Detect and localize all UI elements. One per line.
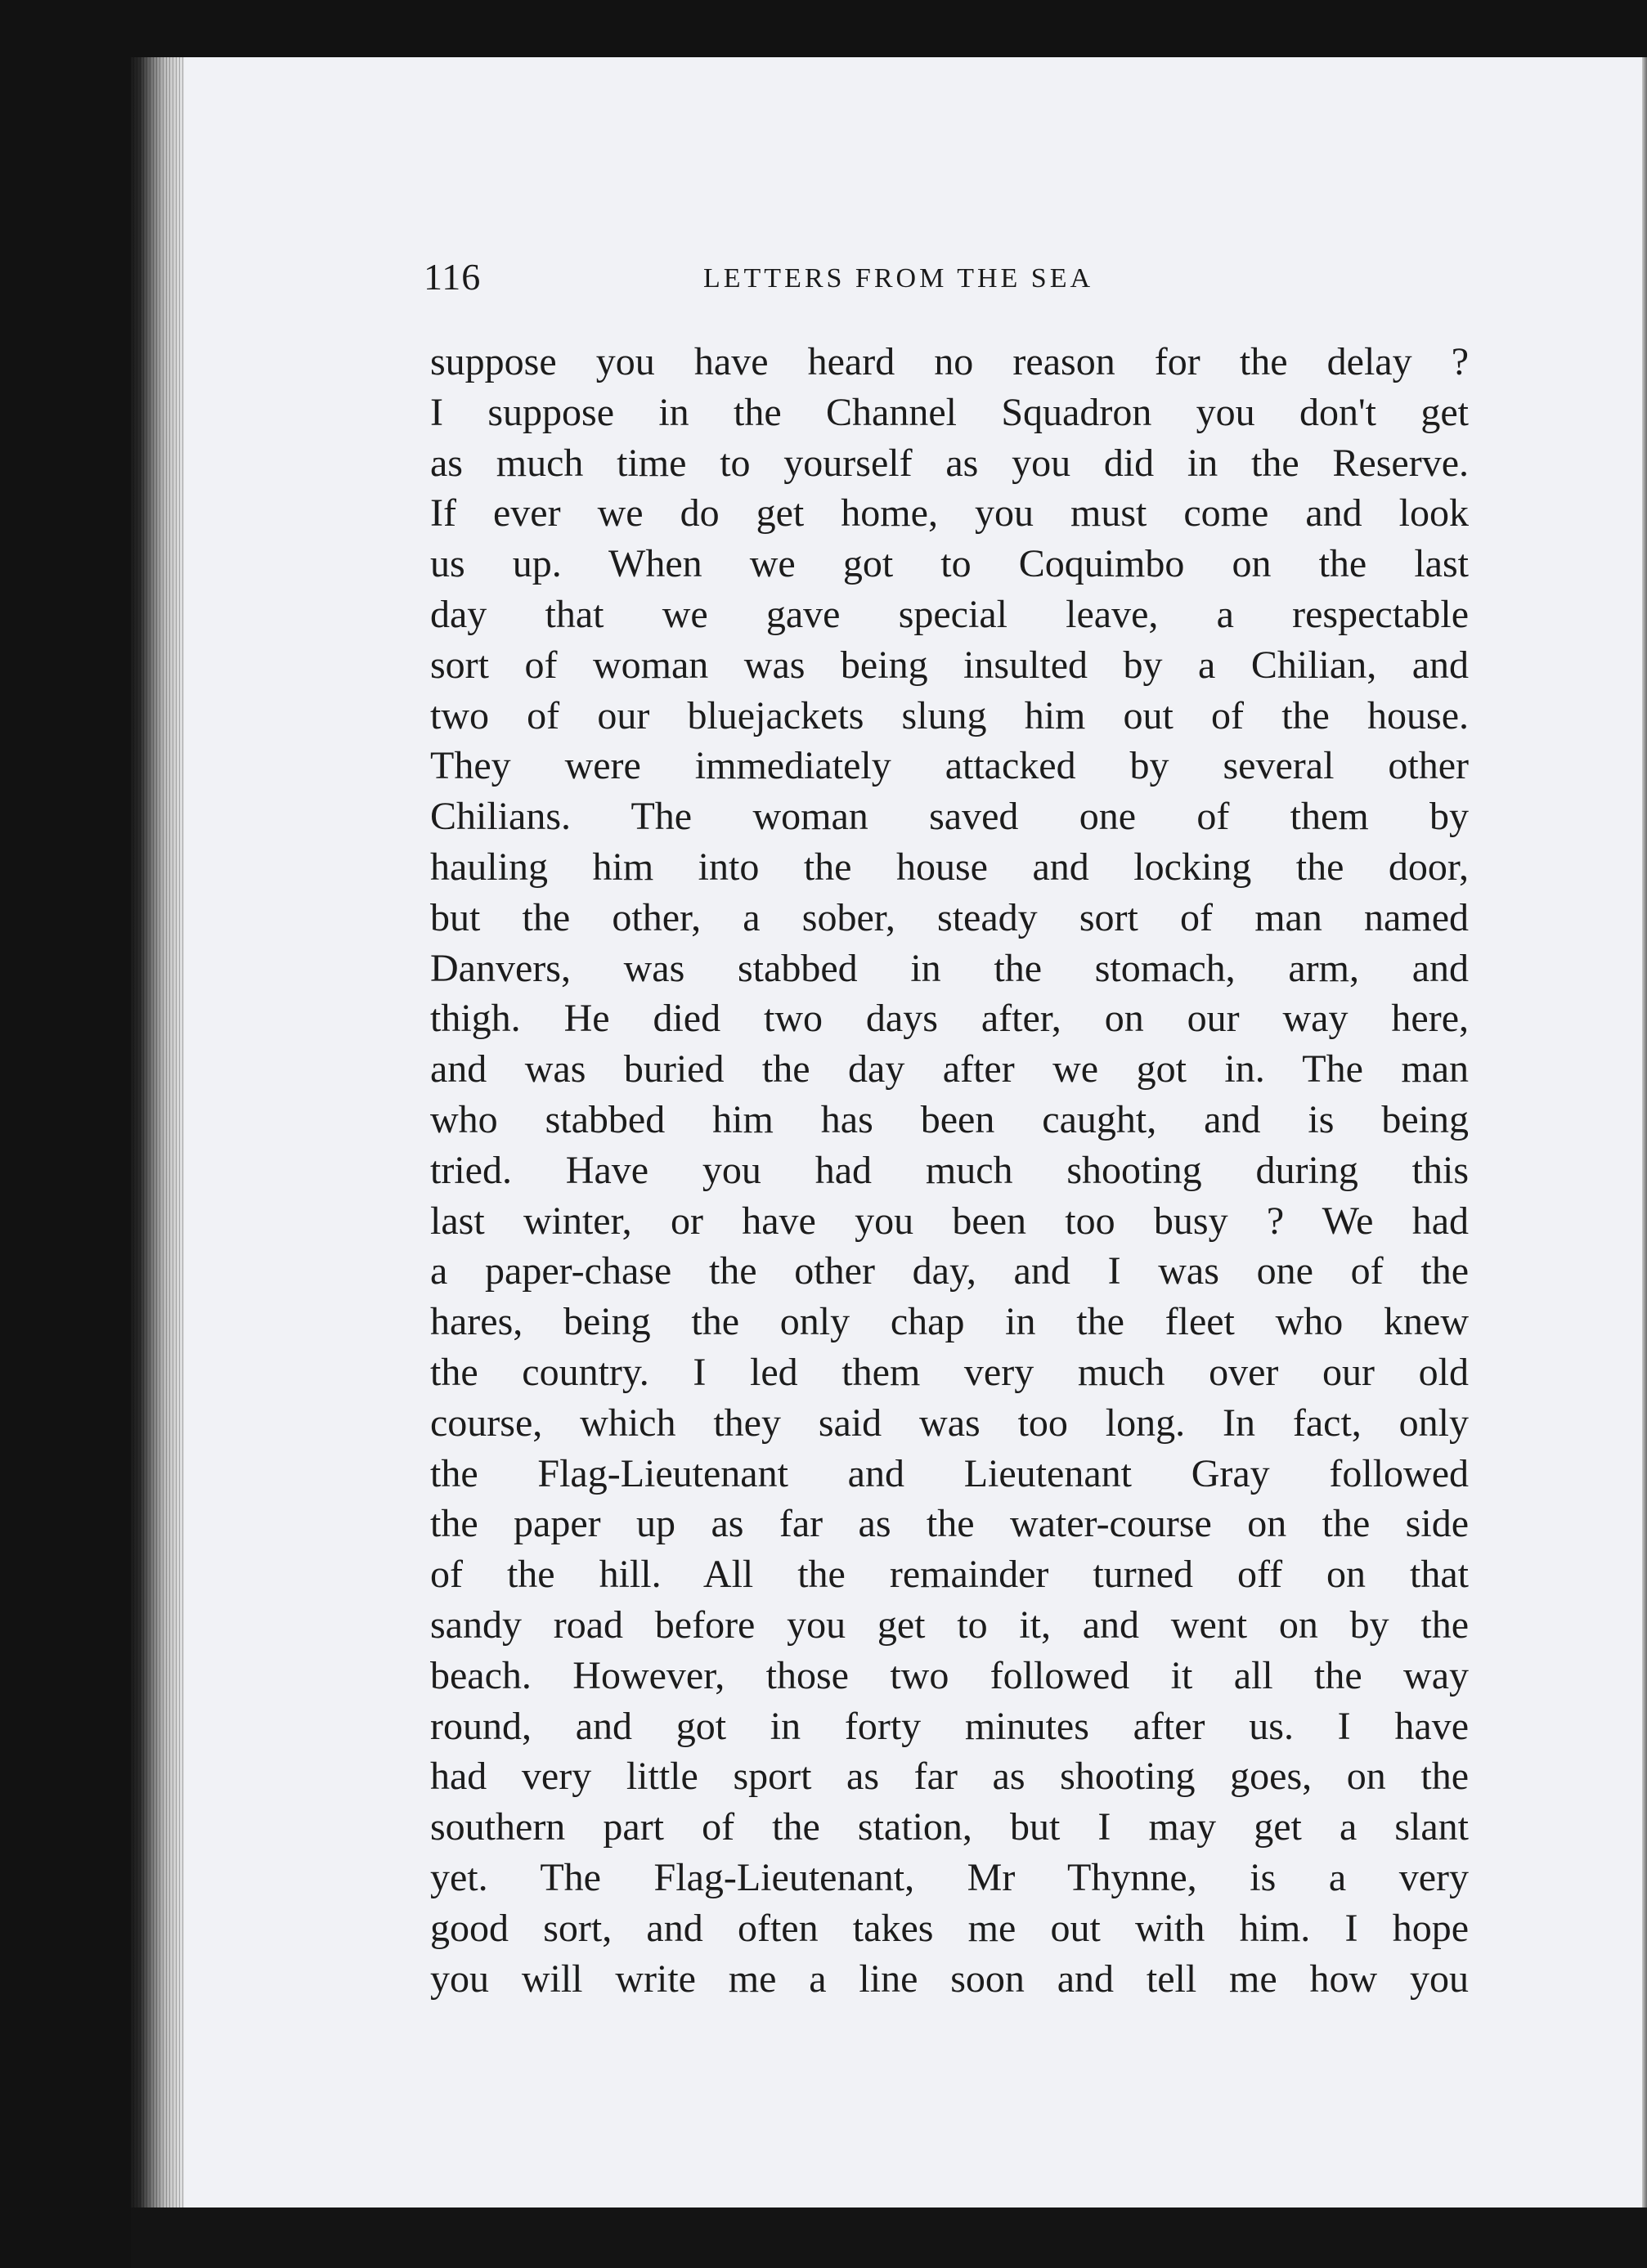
text-line: the country. I led them very much over our old (430, 1350, 1469, 1394)
text-line: but the other, a sober, steady sort of man named (430, 895, 1469, 939)
text-line: day that we gave special leave, a respectable (430, 592, 1469, 636)
text-line: last winter, or have you been too busy ? We had (430, 1199, 1469, 1243)
text-line: Chilians. The woman saved one of them by (430, 795, 1469, 839)
text-line: hauling him into the house and locking the door, (430, 845, 1469, 889)
text-line: us up. When we got to Coquimbo on the last (430, 542, 1469, 586)
text-line: the Flag-Lieutenant and Lieutenant Gray followed (430, 1451, 1469, 1495)
text-line: as much time to yourself as you did in the Reserve. (430, 441, 1469, 485)
page-right-edge (1642, 57, 1647, 2216)
text-line: beach. However, those two followed it all the way (430, 1653, 1469, 1697)
text-line: southern part of the station, but I may get a slant (430, 1805, 1469, 1849)
text-line: had very little sport as far as shooting goes, on the (430, 1755, 1469, 1799)
text-line: course, which they said was too long. In fact, only (430, 1401, 1469, 1445)
text-line: If ever we do get home, you must come and look (430, 491, 1469, 536)
text-line: They were immediately attacked by several other (430, 744, 1469, 788)
text-line: Danvers, was stabbed in the stomach, arm, and (430, 946, 1469, 990)
text-line: hares, being the only chap in the fleet who knew (430, 1300, 1469, 1344)
body-text (430, 337, 1469, 2004)
text-line: good sort, and often takes me out with him. I hope (430, 1906, 1469, 1950)
text-line: round, and got in forty minutes after us. I have (430, 1704, 1469, 1748)
text-line: yet. The Flag-Lieutenant, Mr Thynne, is a very (430, 1855, 1469, 1899)
text-line: thigh. He died two days after, on our way here, (430, 997, 1469, 1041)
running-title: LETTERS FROM THE SEA (703, 263, 1094, 294)
text-line: two of our bluejackets slung him out of the house. (430, 693, 1469, 737)
text-line: suppose you have heard no reason for the delay ? (430, 340, 1469, 383)
text-line: the paper up as far as the water-course on the side (430, 1502, 1469, 1546)
page-number: 116 (424, 256, 482, 298)
text-line: tried. Have you had much shooting during this (430, 1148, 1469, 1192)
text-line: of the hill. All the remainder turned off on that (430, 1553, 1469, 1597)
text-line: you will write me a line soon and tell me how you (430, 1956, 1469, 2001)
text-line: sort of woman was being insulted by a Chilian, and (430, 643, 1469, 687)
text-line: a paper-chase the other day, and I was one of the (430, 1249, 1469, 1293)
running-header (424, 255, 1192, 304)
text-line: sandy road before you get to it, and went on by the (430, 1602, 1469, 1647)
text-line: I suppose in the Channel Squadron you don't get (430, 390, 1469, 434)
text-line: and was buried the day after we got in. The man (430, 1047, 1469, 1091)
bottom-margin-shadow (131, 2207, 1647, 2268)
text-line: who stabbed him has been caught, and is being (430, 1097, 1469, 1141)
book-binding-edge (131, 57, 192, 2216)
